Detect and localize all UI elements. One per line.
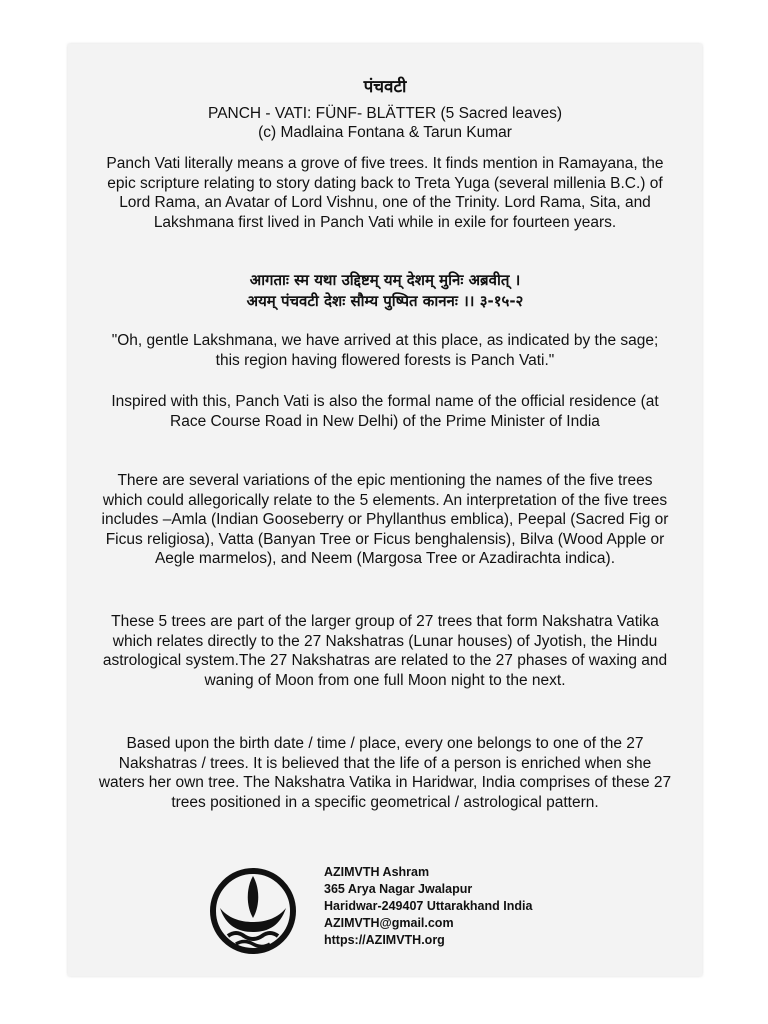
address-block: [324, 864, 532, 949]
website: https://AZIMVTH.org: [324, 933, 445, 947]
title-hindi: पंचवटी: [363, 77, 407, 97]
info-card: [68, 44, 702, 976]
subtitle-line: PANCH - VATI: FÜNF- BLÄTTER (5 Sacred leaves): [208, 105, 562, 122]
verse-line-1: आगताः स्म यथा उद्दिष्टम् यम् देशम् मुनिः अब्रवीत् ।: [249, 271, 521, 289]
subtitle: [68, 104, 702, 142]
org-name: AZIMVTH Ashram: [324, 865, 430, 879]
city-address: Haridwar-249407 Uttarakhand India: [324, 899, 533, 913]
verse-translation: "Oh, gentle Lakshmana, we have arrived at this place, as indicated by the sage; this region having flowered forests is Panch Vati.": [111, 332, 659, 369]
verse-line-2: अयम् पंचवटी देशः सौम्य पुष्पित काननः ।। ३-१५-२: [246, 292, 524, 310]
footer: [208, 864, 678, 954]
residence-paragraph: Inspired with this, Panch Vati is also the formal name of the official residence (at Race Course Road in New Delhi) of the Prime Minister of India: [111, 393, 659, 430]
azimvth-logo-icon: [208, 866, 298, 956]
street-address: 365 Arya Nagar Jwalapur: [324, 882, 473, 896]
sanskrit-verse: [108, 270, 662, 312]
five-trees-paragraph: There are several variations of the epic mentioning the names of the five trees which could allegorically relate to the 5 elements. An interpretation of the five trees includes –Amla (Indian Gooseberry or Phyllanthus emblica), Peepal (Sacred Fig or Ficus religiosa), Vatta (Banyan Tree or Ficus benghalensis), Bilva (Wood Apple or Aegle marmelos), and Neem (Margosa Tree or Azadirachta indica).: [101, 472, 669, 567]
nakshatra-paragraph: These 5 trees are part of the larger group of 27 trees that form Nakshatra Vatika which relates directly to the 27 Nakshatras (Lunar houses) of Jyotish, the Hindu astrological system.The 27 Nakshatras are related to the 27 phases of waxing and waning of Moon from one full Moon night to the next.: [102, 613, 668, 689]
email-address: AZIMVTH@gmail.com: [324, 916, 454, 930]
copyright-line: (c) Madlaina Fontana & Tarun Kumar: [258, 124, 512, 141]
intro-paragraph: Panch Vati literally means a grove of five trees. It finds mention in Ramayana, the epic scripture relating to story dating back to Treta Yuga (several millenia B.C.) of Lord Rama, an Avatar of Lord Vishnu, one of the Trinity. Lord Rama, Sita, and Lakshmana first lived in Panch Vati while in exile for fourteen years.: [106, 155, 664, 231]
birth-tree-paragraph: Based upon the birth date / time / place, every one belongs to one of the 27 Nakshatras / trees. It is believed that the life of a person is enriched when she waters her own tree. The Nakshatra Vatika in Haridwar, India comprises of these 27 trees positioned in a specific geometrical / astrological pattern.: [98, 735, 672, 811]
